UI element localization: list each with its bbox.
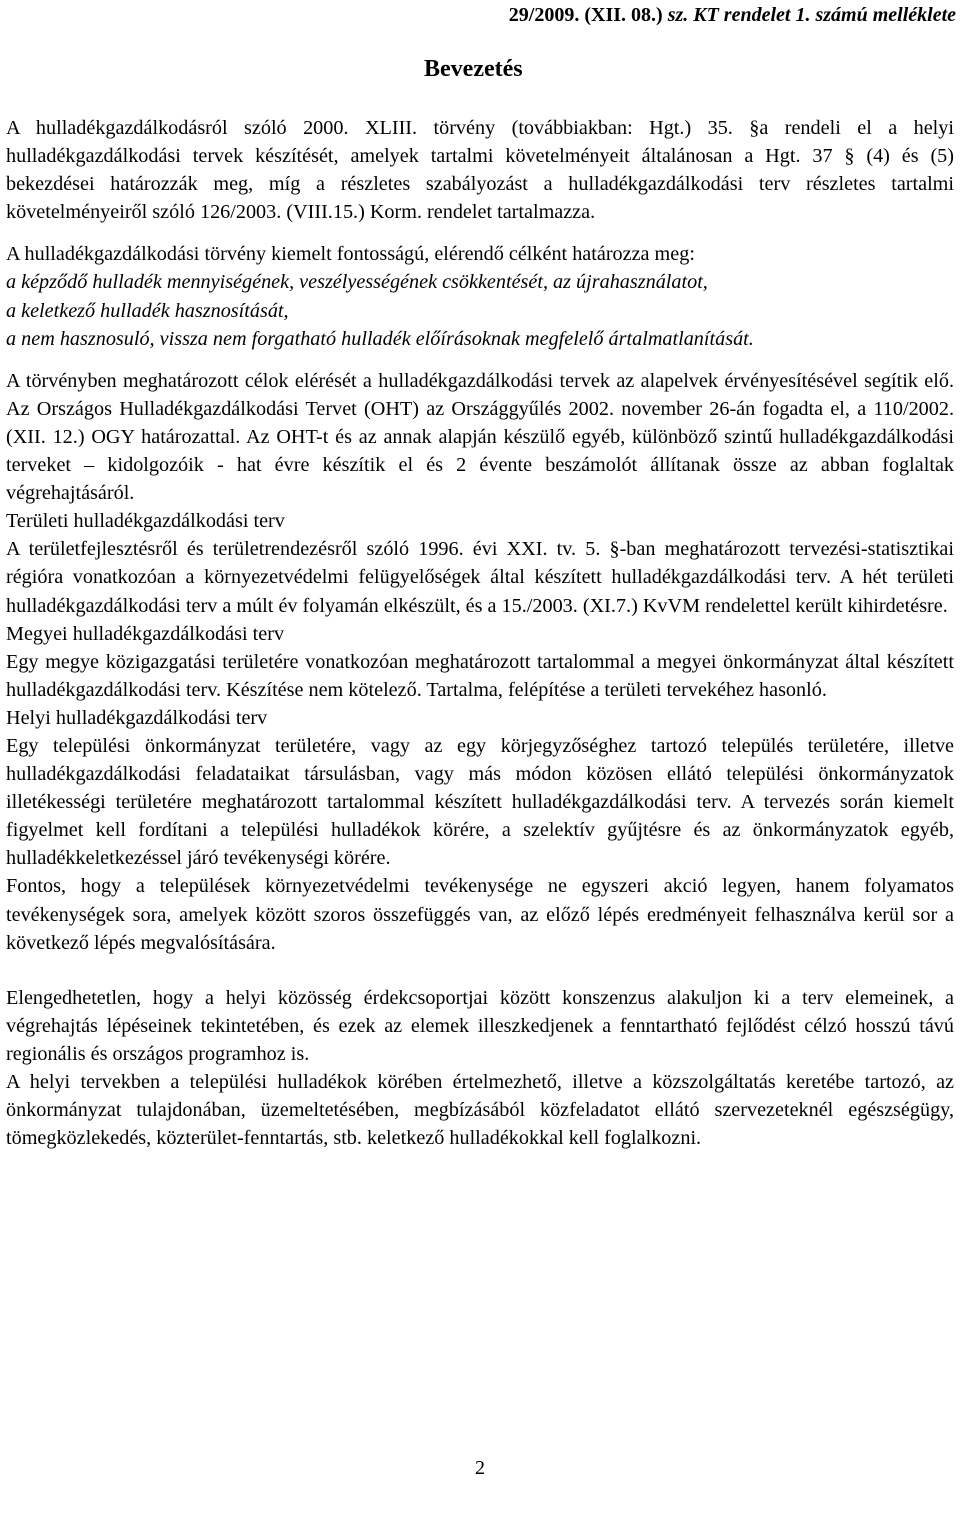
- header-rest: sz. KT rendelet 1. számú melléklete: [662, 4, 956, 26]
- goal-item-2: a keletkező hulladék hasznosítását,: [6, 299, 289, 322]
- paragraph-megyei: Egy megye közigazgatási területére vonatkozóan meghatározott tartalommal a megyei önkormányzat által készített hulladékgazdálkodási terv. Készítése nem kötelező. Tartalma, felépítése a területi tervekéhez hasonló.: [6, 650, 954, 701]
- paragraph-teruleti: A területfejlesztésről és területrendezésről szóló 1996. évi XXI. tv. 5. §-ban meghatározott tervezési-statisztikai régióra vonatkozóan a környezetvédelmi felügyelőségek által készített hulladékgazdálkodási terv. A hét területi hulladékgazdálkodási terv a múlt év folyamán elkészült, és a 15./2003. (XI.7.) KvVM rendelettel került kihirdetésre.: [6, 538, 954, 617]
- heading-helyi: Helyi hulladékgazdálkodási terv: [6, 706, 268, 729]
- paragraph-fontos: Fontos, hogy a települések környezetvédelmi tevékenysége ne egyszeri akció legyen, hanem folyamatos tevékenységek sora, amelyek között szoros összefüggés van, az előző lépés eredményeit felhasználva kerül sor a következő lépés megvalósítására.: [6, 875, 954, 954]
- header-number: 29/2009. (XII. 08.): [508, 4, 663, 26]
- paragraph-oht: A törvényben meghatározott célok elérését a hulladékgazdálkodási tervek az alapelvek érvényesítésével segítik elő. Az Országos Hulladékgazdálkodási Tervet (OHT) az Országgyűlés 2002. november 26-án fogadta el, a 110/2002. (XII. 12.) OGY határozattal. Az OHT-t és az annak alapján készülő egyéb, különböző szintű hulladékgazdálkodási terveket – kidolgozóik - hat évre készítik el és 2 évente beszámolót állítanak össze az abban foglaltak végrehajtásáról.: [6, 369, 954, 505]
- page-title: Bevezetés: [424, 56, 523, 82]
- paragraph-intro: A hulladékgazdálkodásról szóló 2000. XLIII. törvény (továbbiakban: Hgt.) 35. §a rendeli el a helyi hulladékgazdálkodási tervek készítését, amelyek tartalmi követelményeit általánosan a Hgt. 37 § (4) és (5) bekezdései határozzák meg, míg a részletes szabályozást a hulladékgazdálkodási terv részletes tartalmi követelményeiről szóló 126/2003. (VIII.15.) Korm. rendelet tartalmazza.: [6, 117, 954, 224]
- paragraph-helyi-tervek: A helyi tervekben a települési hulladékok körében értelmezhető, illetve a közszolgáltatás keretébe tartozó, az önkormányzat tulajdonában, üzemeltetésében, megbízásából közfeladatot ellátó szervezeteknél egészségügy, tömegközlekedés, közterület-fenntartás, stb. keletkező hulladékokkal kell foglalkozni.: [6, 1071, 954, 1150]
- heading-teruleti: Területi hulladékgazdálkodási terv: [6, 510, 285, 533]
- paragraph-goals-lead: A hulladékgazdálkodási törvény kiemelt fontosságú, elérendő célként határozza meg:: [6, 243, 695, 266]
- heading-megyei: Megyei hulladékgazdálkodási terv: [6, 622, 285, 645]
- goal-item-1: a képződő hulladék mennyiségének, veszélyességének csökkentését, az újrahasználatot,: [6, 271, 708, 294]
- annex-header: [509, 2, 956, 28]
- document-body: [6, 114, 954, 1152]
- goal-item-3: a nem hasznosuló, vissza nem forgatható hulladék előírásoknak megfelelő ártalmatlanítását.: [6, 327, 754, 350]
- paragraph-konszenzus: Elengedhetetlen, hogy a helyi közösség érdekcsoportjai között konszenzus alakuljon ki a terv elemeinek, a végrehajtás lépéseinek tekintetében, és ezek az elemek illeszkedjenek a fenntartható fejlődést célzó hosszú távú regionális és országos programhoz is.: [6, 986, 954, 1065]
- page-number: 2: [475, 1457, 485, 1479]
- paragraph-helyi: Egy települési önkormányzat területére, vagy az egy körjegyzőséghez tartozó település területére, illetve hulladékgazdálkodási feladataikat társulásban, vagy más módon közösen ellátó települési önkormányzatok illetékességi területére meghatározott tartalommal készített hulladékgazdálkodási terv. A tervezés során kiemelt figyelmet kell fordítani a települési hulladékok körére, a szelektív gyűjtésre és az önkormányzatok egyéb, hulladékkeletkezéssel járó tevékenységi körére.: [6, 734, 954, 870]
